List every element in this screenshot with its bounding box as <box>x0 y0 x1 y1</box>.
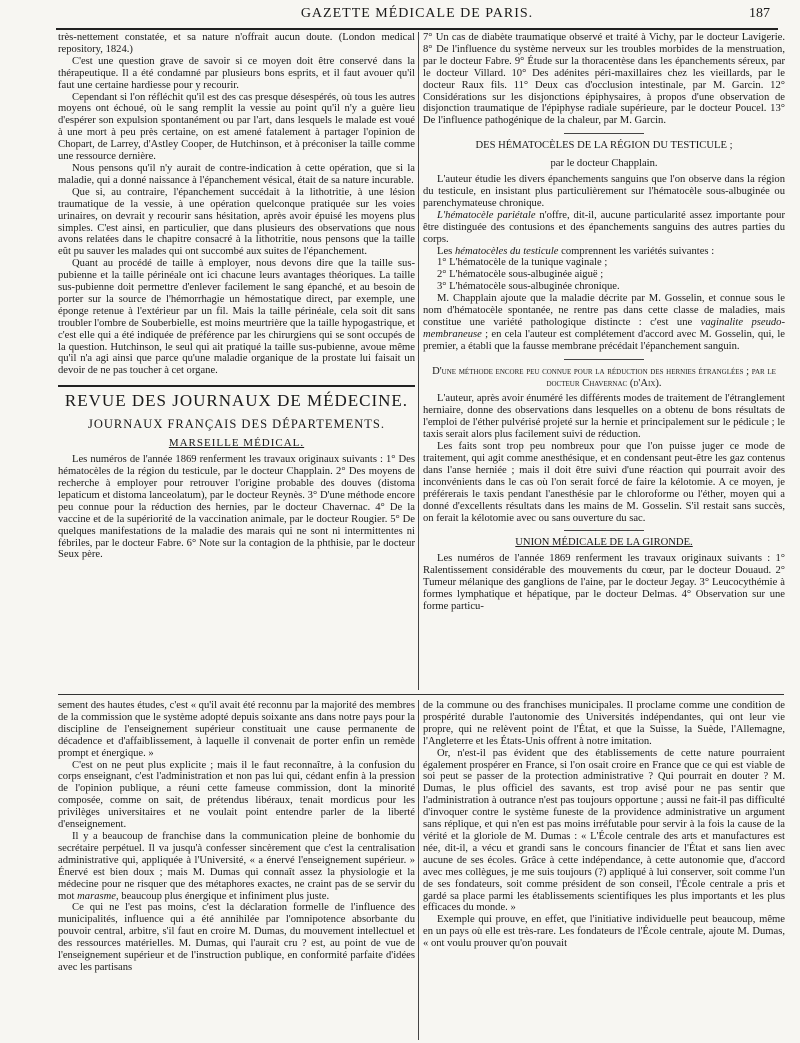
paragraph: Quant au procédé de taille à employer, nous devons dire que la taille sus-pubienne et la taille périnéale ont ici chacune leurs avantages théoriques. La taille sus-pubienne doit permettre d'enlever facilement le sang épanché, et au besoin de porter sur la source de l'hémorrhagie un hémostatique direct, par exemple, une éponge retenue à l'extérieur par un fil. Mais la taille périnéale, cela soit dit sans troubler l'ombre de Souberbielle, est moins meurtrière que la taille hypogastrique, et c'est elle qui a été indiquée de préférence par les chirurgiens qui se sont occupés de la question. Hutchinson, le seul qui ait pratiqué la taille sus-pubienne, avoue même qu'il n'a agi ainsi que parce qu'une maladie organique de la prostate lui faisait un devoir de ne pas toucher à cet organe. <box>58 258 415 377</box>
paragraph: Exemple qui prouve, en effet, que l'initiative individuelle peut beaucoup, même en un pays où elle est très-rare. Les fondateurs de l'École centrale, ajoute M. Dumas, « ont voulu prouver qu'on pouvait <box>423 914 785 950</box>
text-run: , beaucoup plus énergique et infiniment plus juste. <box>115 890 330 902</box>
paragraph: très-nettement constatée, et sa nature n'offrait aucun doute. (London medical repository, 1824.) <box>58 32 415 55</box>
text-run: M. Chapplain ajoute que la maladie décrite par M. Gosselin, et connue sous le nom d'hématocèle spontanée, ne rentre pas dans cette classe de maladies, mais constitue une variété pathologique distincte : c'est une <box>423 293 785 328</box>
journal-title: GAZETTE MÉDICALE DE PARIS. <box>300 6 534 21</box>
section-rule <box>564 133 644 134</box>
paragraph: de la commune ou des franchises municipales. Il proclame comme une condition de prospérité durable l'autonomie des Universités indépendantes, qui ont leur vie propre, qui ne relèvent point de l'État, et que la Suisse, la Suède, l'Allemagne, l'Angleterre et les États-Unis offrent à notre imitation. <box>423 700 785 747</box>
paragraph: Nous pensons qu'il n'y aurait de contre-indication à cette opération, que si la maladie, qui a donné naissance à l'épanchement vésical, était de sa nature incurable. <box>58 162 415 186</box>
column-4 <box>423 700 785 1040</box>
paragraph: sement des hautes études, c'est « qu'il avait été reconnu par la majorité des membres de la commission que le système adopté depuis soixante ans dans notre pays pour la discipline de l'enseignement supérieur constituait une cause permanente de décadence et d'affaiblissement, à laquelle il convenait de porter enfin un remède prompt et énergique. » <box>58 700 415 759</box>
text-run: comprennent les variétés suivantes : <box>558 245 715 257</box>
paragraph <box>423 210 785 246</box>
article-author: par le docteur Chapplain. <box>550 158 658 170</box>
list-item: 3° L'hématocèle sous-albuginée chronique. <box>437 281 620 293</box>
column-divider <box>418 700 419 1040</box>
text-run: n'offre, dit-il, aucune particularité assez importante pour être distinguée des contusions et des épanchements sanguins des autres parties du corps. <box>423 209 785 245</box>
header-rule <box>56 28 778 30</box>
section-heading: MARSEILLE MÉDICAL. <box>168 437 305 450</box>
paragraph: Que si, au contraire, l'épanchement succédait à la lithotritie, à une lésion traumatique de la vessie, à une opération quelconque pratiquée sur les voies urinaires, on devrait y recourir sans hésitation, après avoir épuisé les moyens plus simples. C'est ainsi, en particulier, que dans plusieurs des observations que nous avons relatées dans le chapitre consacré à la lithotritie, nous pensons que la taille eût pu sauver les malades qui ont succombé aux suites de l'épanchement. <box>58 186 415 258</box>
paragraph: Les numéros de l'année 1869 renferment les travaux originaux suivants : 1° Ralentissement considérable des mouvements du cœur, par le docteur Douaud. 2° Tumeur mélanique des ganglions de l'aine, par le docteur Jegay. 3° Leucocythémie à formes lymphatique et hépatique, par le docteur Delmas. 4° Observation sur une forme particu- <box>423 553 785 612</box>
section-rule <box>564 530 644 531</box>
list-item: 2° L'hématocèle sous-albuginée aiguë ; <box>437 269 604 281</box>
article-title: DES HÉMATOCÈLES DE LA RÉGION DU TESTICULE ; <box>475 140 733 152</box>
paragraph: L'auteur, après avoir énuméré les différents modes de traitement de l'étranglement herniaire, donne des observations dans lesquelles on a obtenu de bons résultats de l'emploi de l'éther pulvérisé projeté sur la hernie et principalement sur le pédicule ; le taxis serait alors plus facilement suivi de réduction. <box>423 393 785 441</box>
paragraph: L'auteur étudie les divers épanchements sanguins que l'on observe dans la région du testicule, en insistant plus particulièrement sur l'hématocèle sous-albuginée ou parenchymateuse chronique. <box>423 174 785 209</box>
section-heading: UNION MÉDICALE DE LA GIRONDE. <box>515 537 693 549</box>
paragraph: Ce qui ne l'est pas moins, c'est la déclaration formelle de l'influence des municipalités, influence qui a été annihilée par l'omnipotence absorbante du pouvoir central, arbitre, s'il faut en croire M. Dumas, du mouvement intellectuel et des ressources matérielles. M. Dumas, qui l'aurait cru ? est, au point de vue de l'enseignement supérieur et de l'instruction publique, en conformité parfaite d'idées avec les partisans <box>58 902 415 973</box>
text-run: ; en cela l'auteur est complétement d'accord avec M. Gosselin, qui, le premier, a établi que la fausse membrane précédait l'épanchement sanguin. <box>423 328 785 352</box>
paragraph: Cependant si l'on réfléchit qu'il est des cas presque désespérés, où tous les autres moyens ont échoué, où le sang remplit la vessie au point qu'il n'y a guère lieu d'espérer son expulsion spontanément ou par l'art, dans lesquels le malade est voué à une mort à peu près certaine, on est amené fatalement à partager l'opinion de Chopart, de Larrey, d'Astley Cooper, de Hutchinson, et à préconiser la taille comme une ressource dernière. <box>58 91 415 163</box>
page-header <box>56 4 778 26</box>
section-rule <box>564 359 644 360</box>
text-run: Les <box>437 245 455 257</box>
text-run: Il y a beaucoup de franchise dans la communication pleine de bonhomie du secrétaire perpétuel. Il va jusqu'à confesser sincèrement que c'est la centralisation administrative qui, appliquée à l'Université, « a énervé l'enseignement supérieur. » Énervé est bien doux ; mais M. Dumas qui connaît assez la physiologie et la médecine pour ne risquer que des métaphores exactes, ne craint pas de se servir du mot <box>58 830 415 902</box>
paragraph <box>423 293 785 353</box>
column-divider <box>418 32 419 690</box>
horizontal-divider <box>58 694 784 695</box>
section-rule <box>58 385 415 387</box>
paragraph: 7° Un cas de diabète traumatique observé et traité à Vichy, par le docteur Lavigerie. 8° De l'influence du système nerveux sur les troubles morbides de la menstruation, par le docteur Fabre. 9° Étude sur la thoracentèse dans les épanchements séreux, par le docteur Villard. 10° Des adénites péri-maxillaires chez les vieillards, par le docteur Raux fils. 11° Deux cas d'occlusion intestinale, par M. Garcin. 12° Considérations sur les disjonctions épiphysaires, à propos d'une observation de disjonction traumatique de l'épiphyse radiale supérieure, par le docteur Poucel. 13° De l'influence pathogénique de la chaleur, par M. Garcin. <box>423 32 785 127</box>
column-1 <box>58 32 415 690</box>
paragraph: Or, n'est-il pas évident que des établissements de cette nature pourraient également prospérer en France, si l'on osait croire en France que ce qui est viable de soi peut se passer de la protection administrative ? Qui pourrait en douter ? M. Dumas, le plus officiel des savants, est trop avisé pour ne pas sentir que l'administration à outrance n'est pas toujours opportune ; aussi ne fait-il pas difficulté d'invoquer contre le système funeste de la providence administrative un argument sans réplique, et qui n'en est pas moins irréfutable pour servir à la fois la cause de la vérité et la gloriole de M. Dumas : « L'École centrale des arts et manufactures est née, dit-il, a vécu et grandi sans le concours financier de l'État et sans lien avec aucune de ses écoles. Grâce à cette indépendance, à cette autonomie que, d'accord avec mes collègues, je me suis toujours (?) appliqué à lui conserver, soit comme l'un de ses fondateurs, soit comme président de son conseil, l'École centrale a pris et gardé sa place parmi les établissements scientifiques les plus importants et les plus efficaces du monde. » <box>423 747 785 914</box>
paragraph: Les faits sont trop peu nombreux pour que l'on puisse juger ce mode de traitement, qui agit comme anesthésique, et en condensant peut-être les gaz contenus dans l'anse herniée ; mais il doit être suivi d'une réaction qui pourrait avoir des inconvénients dans le cas où l'on serait forcé de faire la kélotomie. A ce moyen, je préférerais le taxis pendant l'anesthésie par le chloroforme ou l'éther, moyen qui a donné d'excellents résultats dans les mains de M. Gosselin. S'il restait sans succès, on ferait la kélotomie avec ou sans ouverture du sac. <box>423 441 785 524</box>
list-item: 1° L'hématocèle de la tunique vaginale ; <box>437 257 608 269</box>
column-3 <box>58 700 415 1040</box>
page-number: 187 <box>749 6 770 21</box>
article-title: D'une méthode encore peu connue pour la réduction des hernies étranglées ; par le docteur Chavernac (d'Aix). <box>432 365 776 389</box>
review-title: REVUE DES JOURNAUX DE MÉDECINE. <box>64 391 409 411</box>
column-2 <box>423 32 785 690</box>
paragraph <box>423 246 785 258</box>
review-subtitle: JOURNAUX FRANÇAIS DES DÉPARTEMENTS. <box>87 417 386 432</box>
italic-term: vaginalite pseudo-membraneuse <box>423 316 785 340</box>
italic-term: marasme <box>77 890 116 902</box>
paragraph <box>58 831 415 902</box>
paragraph: Les numéros de l'année 1869 renferment les travaux originaux suivants : 1° Des hématocèles de la région du testicule, par le docteur Chapplain. 2° Des moyens de recherche à employer pour retrouver l'origine probable des douves (distoma lepaticum et distoma lanceolatum), par le docteur Reynès. 3° D'une méthode encore peu connue pour la réduction des hernies, par le docteur Chavernac. 4° De la vaccine et de la supériorité de la vaccination animale, par le docteur Rougier. 5° De quelques manifestations de la maladie des marais qui ne sont ni intermittentes ni fébriles, par le docteur Fabre. 6° Note sur la contagion de la phthisie, par le docteur Seux père. <box>58 454 415 561</box>
italic-term: L'hématocèle pariétale <box>437 209 536 221</box>
paragraph: C'est une question grave de savoir si ce moyen doit être conservé dans la thérapeutique. Il a été condamné par plusieurs bons esprits, et il faut avouer qu'il faut une certaine hardiesse pour y recourir. <box>58 55 415 91</box>
paragraph: C'est on ne peut plus explicite ; mais il le faut reconnaître, à la confusion du corps enseignant, c'est l'administration et non pas lui qui, cédant enfin à la pression de l'opinion publique, a réuni cette fameuse commission, dont la minorité composée, comme on sait, de prétendus libéraux, tenait mordicus pour les privilèges universitaires et ne voulait point entendre parler de la liberté d'enseignement. <box>58 759 415 831</box>
italic-term: hématocèles du testicule <box>454 245 559 257</box>
